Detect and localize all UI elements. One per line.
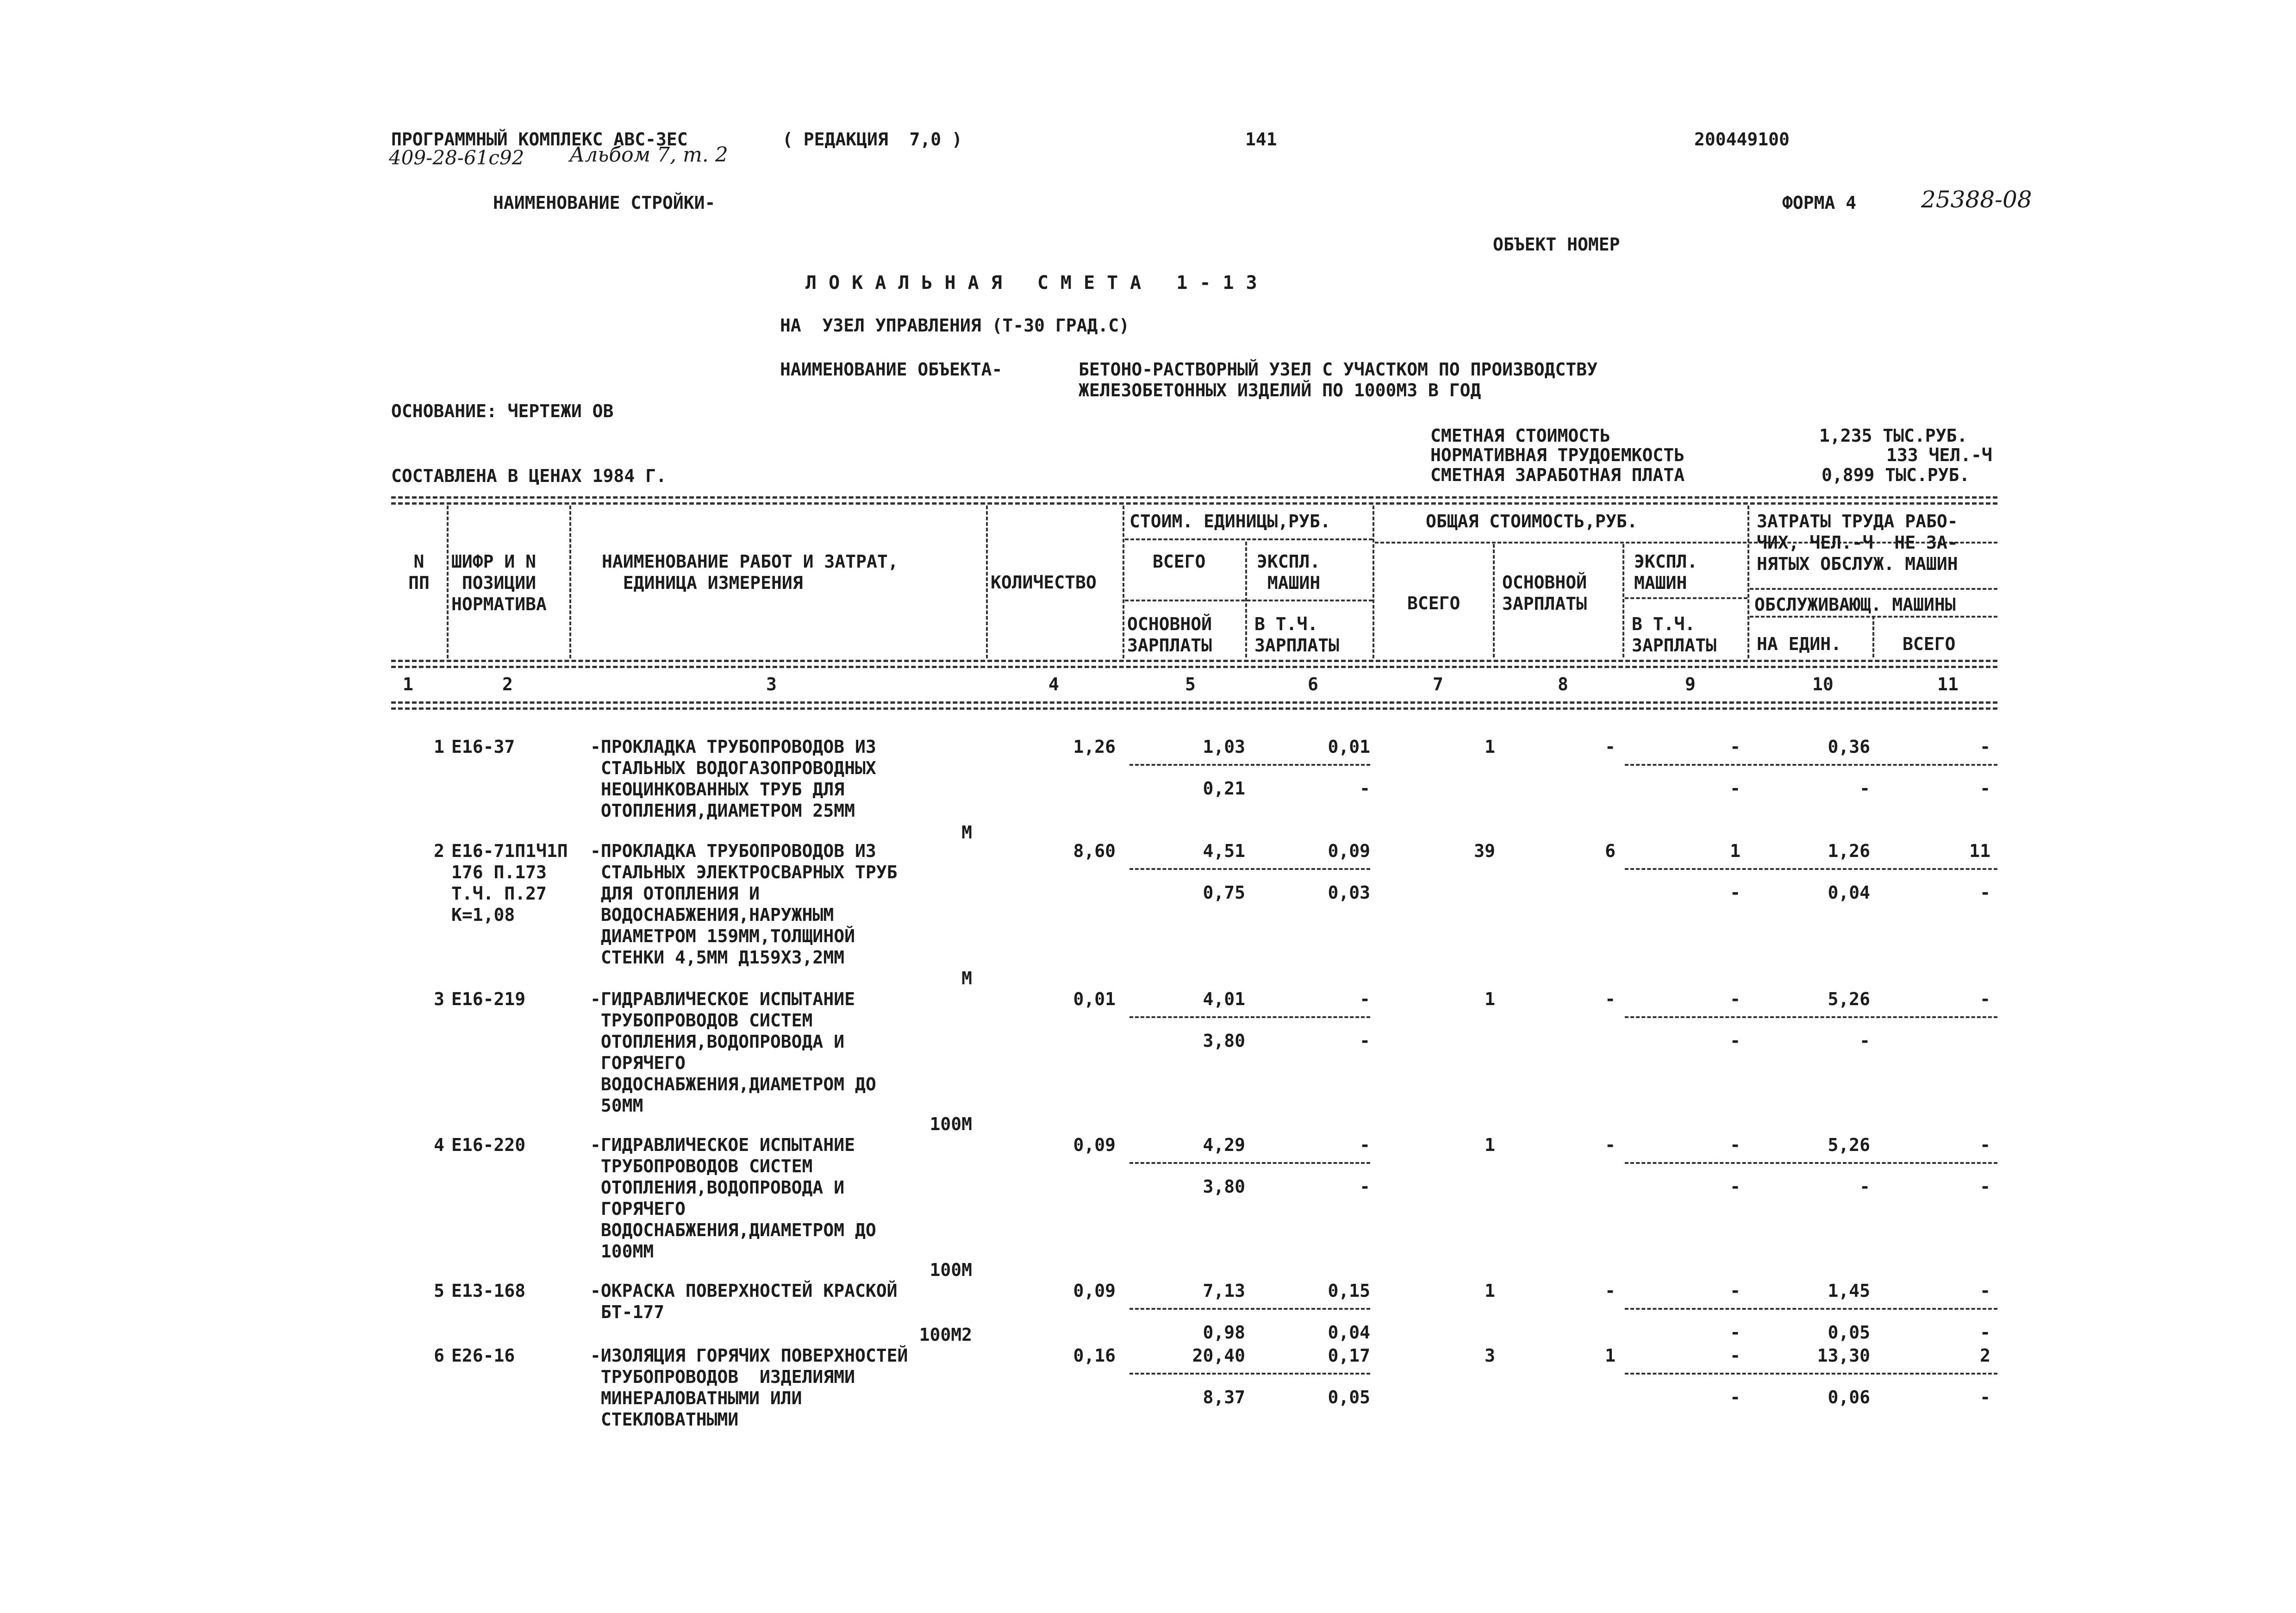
total-machines: 1 [1730,841,1741,861]
col-header-unit-wage: ОСНОВНОЙ ЗАРПЛАТЫ [1127,614,1212,656]
work-description: -ПРОКЛАДКА ТРУБОПРОВОДОВ ИЗ СТАЛЬНЫХ ВОДОГАЗОПРОВОДНЫХ НЕОЦИНКОВАННЫХ ТРУБ ДЛЯ ОТОПЛЕНИЯ,ДИАМЕТРОМ 25ММ [590,737,876,821]
unit-cost-wage: 0,75 [1203,882,1245,903]
header-rule [1625,597,1747,599]
object-name-2: ЖЕЛЕЗОБЕТОННЫХ ИЗДЕЛИЙ ПО 1000М3 В ГОД [1079,380,1481,400]
total-cost: 1 [1485,1135,1495,1155]
total-cost: 3 [1485,1345,1495,1366]
column-divider [1747,506,1749,658]
cell-rule [1129,1373,1370,1375]
table-top-rule [391,496,1997,499]
cell-rule [1129,868,1370,870]
work-description: -ИЗОЛЯЦИЯ ГОРЯЧИХ ПОВЕРХНОСТЕЙ ТРУБОПРОВОДОВ ИЗДЕЛИЯМИ МИНЕРАЛОВАТНЫМИ ИЛИ СТЕКЛОВАТНЫМИ [590,1345,908,1430]
unit-cost-total: 1,03 [1203,737,1245,757]
norm-code: Е16-220 [451,1135,526,1155]
labor-machine-total: - [1980,882,1990,903]
cell-rule [1625,764,1997,766]
unit-cost-wage: 0,98 [1203,1322,1245,1343]
total-machine-wage: - [1730,1176,1741,1197]
col-header-total-incl: В Т.Ч. ЗАРПЛАТЫ [1632,614,1717,656]
cell-rule [1129,764,1370,766]
total-machine-wage: - [1730,1322,1741,1343]
column-number: 7 [1433,674,1443,694]
quantity: 1,26 [1073,737,1116,757]
quantity: 0,09 [1073,1135,1116,1155]
col-header-n: N ПП [408,551,430,593]
row-number: 4 [434,1135,444,1155]
labor-total: - [1980,1135,1990,1155]
quantity: 0,16 [1073,1345,1116,1366]
unit-cost-total: 20,40 [1192,1345,1245,1366]
cell-rule [1625,1162,1997,1164]
unit-cost-machine-wage: - [1360,1031,1370,1051]
column-divider [1373,506,1374,658]
page-title: ЛОКАЛЬНАЯ СМЕТА 1-13 [805,272,1269,294]
doc-code: 200449100 [1694,129,1790,150]
col-header-name: НАИМЕНОВАНИЕ РАБОТ И ЗАТРАТ, ЕДИНИЦА ИЗМЕРЕНИЯ [602,551,898,593]
unit-cost-machines: - [1360,989,1370,1009]
total-cost: 1 [1485,737,1495,757]
total-wage: - [1605,989,1616,1009]
unit-of-measure: 100М [930,1260,972,1280]
unit-cost-machines: 0,15 [1328,1281,1370,1301]
row-number: 1 [434,737,444,757]
header-rule [1750,616,1997,618]
row-number: 5 [434,1281,444,1301]
unit-cost-total: 4,51 [1203,841,1245,861]
unit-cost-machine-wage: - [1360,1176,1370,1197]
summary-label: СМЕТНАЯ СТОИМОСТЬ [1430,425,1610,446]
column-divider [1123,506,1124,658]
table-top-rule [391,502,1997,505]
edition: ( РЕДАКЦИЯ 7,0 ) [782,129,962,150]
row-number: 3 [434,989,444,1009]
cell-rule [1129,1308,1370,1310]
column-number: 5 [1185,674,1196,694]
unit-of-measure: 100М2 [919,1325,972,1345]
unit-cost-machines: 0,09 [1328,841,1370,861]
labor-per-unit: 0,36 [1828,737,1870,757]
column-number: 1 [403,674,413,694]
column-number: 10 [1812,674,1834,694]
col-header-labor: ЗАТРАТЫ ТРУДА РАБО- ЧИХ, ЧЕЛ.-Ч НЕ ЗА- НЯТЫХ ОБСЛУЖ. МАШИН [1757,511,1958,574]
construction-label: НАИМЕНОВАНИЕ СТРОЙКИ- [493,193,716,213]
labor-machine-per-unit: - [1859,1031,1870,1051]
unit-cost-wage: 8,37 [1203,1387,1245,1407]
labor-machine-total: - [1980,1322,1990,1343]
unit-cost-total: 7,13 [1203,1281,1245,1301]
labor-per-unit: 1,45 [1828,1281,1870,1301]
total-machine-wage: - [1730,1387,1741,1407]
quantity: 8,60 [1073,841,1116,861]
page-number: 141 [1245,129,1277,150]
total-cost: 39 [1474,841,1495,861]
col-header-total-mach: ЭКСПЛ. МАШИН [1634,551,1698,593]
col-header-unit-cost: СТОИМ. ЕДИНИЦЫ,РУБ. [1129,511,1331,531]
col-header-qty: КОЛИЧЕСТВО [991,572,1097,593]
cell-rule [1129,1016,1370,1018]
header-rule [1750,588,1997,590]
form-label: ФОРМА 4 [1782,193,1857,213]
total-machines: - [1730,1281,1741,1301]
total-machines: - [1730,1135,1741,1155]
column-divider [569,506,571,658]
unit-cost-machine-wage: - [1360,778,1370,799]
work-description: -ОКРАСКА ПОВЕРХНОСТЕЙ КРАСКОЙ БТ-177 [590,1281,898,1322]
column-number: 8 [1558,674,1568,694]
unit-cost-machines: - [1360,1135,1370,1155]
quantity: 0,01 [1073,989,1116,1009]
numbers-rule [391,701,1997,704]
labor-machine-per-unit: - [1859,778,1870,799]
work-description: -ГИДРАВЛИЧЕСКОЕ ИСПЫТАНИЕ ТРУБОПРОВОДОВ СИСТЕМ ОТОПЛЕНИЯ,ВОДОПРОВОДА И ГОРЯЧЕГО ВОДОСНАБЖЕНИЯ,ДИАМЕТРОМ ДО 100ММ [590,1135,876,1262]
labor-machine-per-unit: 0,06 [1828,1387,1870,1407]
total-machine-wage: - [1730,1031,1741,1051]
row-number: 2 [434,841,444,861]
col-header-total-all: ВСЕГО [1407,593,1460,613]
labor-machine-per-unit: - [1859,1176,1870,1197]
labor-machine-per-unit: 0,04 [1828,882,1870,903]
numbers-rule [391,707,1997,710]
total-machines: - [1730,737,1741,757]
col-header-unit-incl: В Т.Ч. ЗАРПЛАТЫ [1254,614,1340,656]
cell-rule [1625,1308,1997,1310]
labor-per-unit: 13,30 [1817,1345,1870,1366]
column-number: 9 [1685,674,1696,694]
column-divider [447,506,449,658]
total-wage: 6 [1605,841,1616,861]
col-header-labor-unit: НА ЕДИН. [1757,634,1842,654]
labor-machine-total: - [1980,1176,1990,1197]
column-number: 11 [1937,674,1959,694]
labor-machine-per-unit: 0,05 [1828,1322,1870,1343]
total-wage: - [1605,737,1616,757]
unit-cost-machine-wage: 0,04 [1328,1322,1370,1343]
labor-per-unit: 5,26 [1828,1135,1870,1155]
unit-of-measure: М [961,968,972,988]
norm-code: Е13-168 [451,1281,526,1301]
unit-cost-total: 4,29 [1203,1135,1245,1155]
total-cost: 1 [1485,989,1495,1009]
header-bottom-rule [391,666,1997,668]
cell-rule [1625,1373,1997,1375]
labor-total: 2 [1980,1345,1990,1366]
unit-cost-machine-wage: 0,05 [1328,1387,1370,1407]
unit-cost-machines: 0,01 [1328,737,1370,757]
album-ref: Альбом 7, т. 2 [569,143,728,167]
cell-rule [1625,868,1997,870]
row-number: 6 [434,1345,444,1366]
col-header-total-wage: ОСНОВНОЙ ЗАРПЛАТЫ [1502,572,1587,614]
norm-code: Е16-71П1Ч1П 176 П.173 Т.Ч. П.27 К=1,08 [451,841,568,925]
estimate-for: НА УЗЕЛ УПРАВЛЕНИЯ (Т-30 ГРАД.С) [780,315,1129,336]
column-divider [986,506,988,658]
column-divider [1493,544,1495,657]
col-header-labor-all: ВСЕГО [1903,634,1956,654]
cell-rule [1129,1162,1370,1164]
labor-total: - [1980,1281,1990,1301]
header-rule [1125,538,1373,540]
column-number: 2 [502,674,513,694]
work-description: -ПРОКЛАДКА ТРУБОПРОВОДОВ ИЗ СТАЛЬНЫХ ЭЛЕКТРОСВАРНЫХ ТРУБ ДЛЯ ОТОПЛЕНИЯ И ВОДОСНАБЖЕНИЯ,НАРУЖНЫМ ДИАМЕТРОМ 159ММ,ТОЛЩИНОЙ СТЕНКИ 4,5ММ Д159Х3,2ММ [590,841,898,968]
column-divider [1872,616,1874,657]
labor-total: - [1980,737,1990,757]
summary-label: НОРМАТИВНАЯ ТРУДОЕМКОСТЬ [1430,445,1685,465]
handwritten-ref: 409-28-61с92 [389,146,524,169]
object-label: НАИМЕНОВАНИЕ ОБЪЕКТА- [780,359,1003,380]
total-wage: 1 [1605,1345,1616,1366]
basis: ОСНОВАНИЕ: ЧЕРТЕЖИ ОВ [391,401,614,421]
col-header-code: ШИФР И N ПОЗИЦИИ НОРМАТИВА [451,551,547,614]
summary-value: 1,235 ТЫС.РУБ. [1819,425,1968,446]
total-machines: - [1730,989,1741,1009]
header-bottom-rule [391,660,1997,662]
labor-total: 11 [1969,841,1990,861]
summary-label: СМЕТНАЯ ЗАРАБОТНАЯ ПЛАТА [1430,465,1685,485]
summary-value: 133 ЧЕЛ.-Ч [1886,445,1992,465]
prices-basis: СОСТАВЛЕНА В ЦЕНАХ 1984 Г. [391,466,667,486]
unit-cost-total: 4,01 [1203,989,1245,1009]
total-machines: - [1730,1345,1741,1366]
column-number: 4 [1048,674,1059,694]
norm-code: Е26-16 [451,1345,515,1366]
labor-machine-total: - [1980,1387,1990,1407]
form-code-handwritten: 25388-08 [1921,186,2032,213]
cell-rule [1625,1016,1997,1018]
total-machine-wage: - [1730,778,1741,799]
header-rule [1125,600,1373,601]
col-header-total-cost: ОБЩАЯ СТОИМОСТЬ,РУБ. [1426,511,1638,531]
unit-of-measure: М [961,822,972,843]
col-header-labor-mach: ОБСЛУЖИВАЮЩ. МАШИНЫ [1754,594,1956,615]
object-number: ОБЪЕКТ НОМЕР [1493,234,1620,255]
total-cost: 1 [1485,1281,1495,1301]
total-wage: - [1605,1135,1616,1155]
object-name-1: БЕТОНО-РАСТВОРНЫЙ УЗЕЛ С УЧАСТКОМ ПО ПРОИЗВОДСТВУ [1079,359,1598,380]
col-header-unit-mach: ЭКСПЛ. МАШИН [1257,551,1321,593]
total-machine-wage: - [1730,882,1741,903]
unit-cost-wage: 0,21 [1203,778,1245,799]
labor-machine-total: - [1980,778,1990,799]
norm-code: Е16-37 [451,737,515,757]
column-number: 3 [766,674,777,694]
labor-total: - [1980,989,1990,1009]
program-name: ПРОГРАММНЫЙ КОМПЛЕКС АВС-3ЕС [391,129,688,150]
work-description: -ГИДРАВЛИЧЕСКОЕ ИСПЫТАНИЕ ТРУБОПРОВОДОВ СИСТЕМ ОТОПЛЕНИЯ,ВОДОПРОВОДА И ГОРЯЧЕГО ВОДОСНАБЖЕНИЯ,ДИАМЕТРОМ ДО 50ММ [590,989,876,1116]
labor-per-unit: 1,26 [1828,841,1870,861]
labor-per-unit: 5,26 [1828,989,1870,1009]
unit-cost-machines: 0,17 [1328,1345,1370,1366]
unit-cost-machine-wage: 0,03 [1328,882,1370,903]
col-header-unit-total: ВСЕГО [1153,551,1206,572]
unit-of-measure: 100М [930,1114,972,1134]
quantity: 0,09 [1073,1281,1116,1301]
total-wage: - [1605,1281,1616,1301]
summary-value: 0,899 ТЫС.РУБ. [1822,465,1970,485]
unit-cost-wage: 3,80 [1203,1031,1245,1051]
unit-cost-wage: 3,80 [1203,1176,1245,1197]
norm-code: Е16-219 [451,989,526,1009]
column-number: 6 [1308,674,1318,694]
column-divider [1622,544,1624,657]
